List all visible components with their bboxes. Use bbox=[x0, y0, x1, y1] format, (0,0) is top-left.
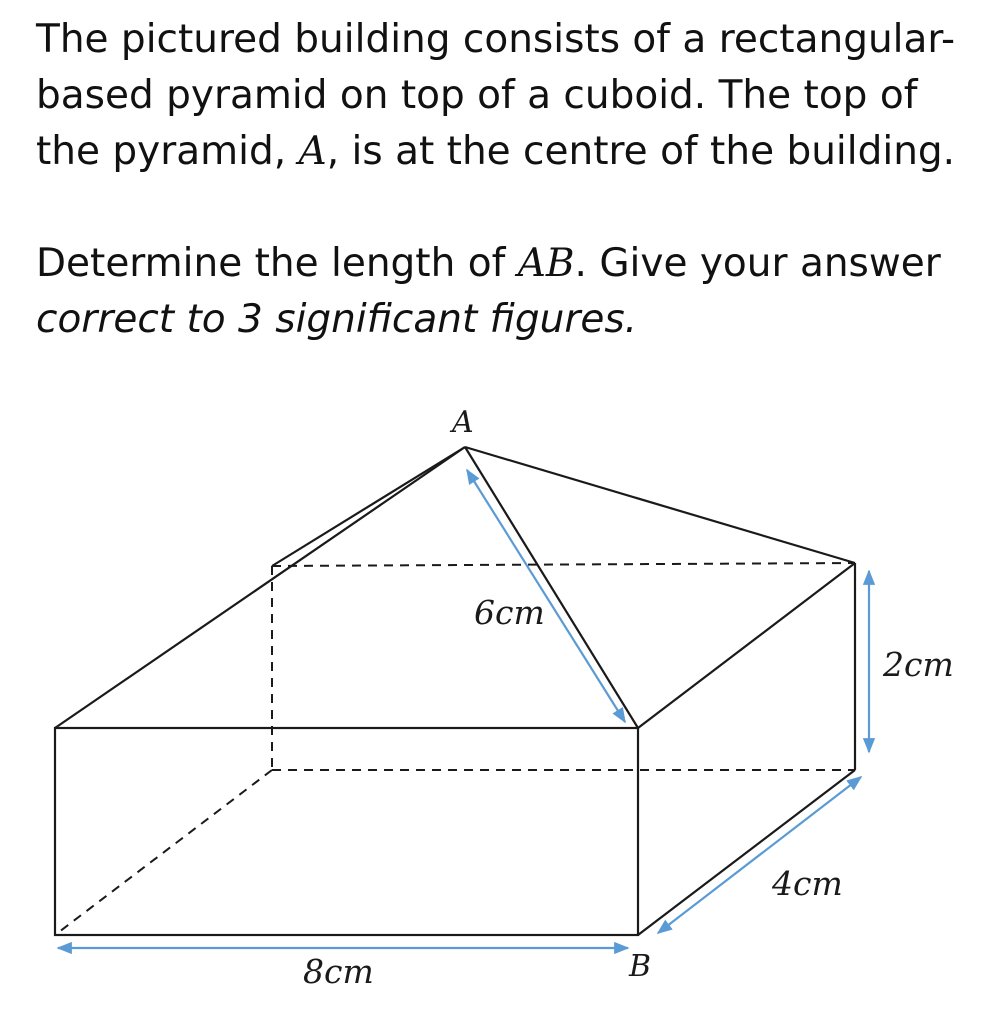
question-line4-start: Determine the length of bbox=[36, 241, 518, 286]
point-b-label: B bbox=[629, 949, 652, 984]
pyramid-edge-back-right bbox=[465, 447, 855, 563]
question-line2: based pyramid on top of a cuboid. The top of bbox=[36, 73, 918, 118]
point-a-label: A bbox=[452, 405, 474, 440]
pyramid-edge-front-left bbox=[55, 447, 465, 728]
cuboid-bottom-right-edge bbox=[638, 770, 855, 935]
cuboid-edges bbox=[55, 563, 855, 935]
slant-length-label: 6cm bbox=[474, 593, 545, 632]
pyramid-edges bbox=[55, 447, 855, 728]
hidden-edge-bottom-left bbox=[55, 770, 272, 935]
dimension-arrows bbox=[58, 470, 869, 948]
pyramid-edge-front-right bbox=[465, 447, 638, 728]
question-line3-end: , is at the centre of the building. bbox=[326, 129, 956, 174]
cuboid-front-face bbox=[55, 728, 638, 935]
question-line1: The pictured building consists of a rectangular- bbox=[36, 17, 956, 62]
variable-ab: AB bbox=[517, 241, 575, 286]
height-label: 2cm bbox=[883, 645, 954, 684]
question-line4-end: . Give your answer bbox=[574, 241, 941, 286]
hidden-edge-top-back bbox=[272, 563, 855, 566]
depth-dimension-arrow bbox=[658, 777, 861, 933]
width-label: 8cm bbox=[303, 952, 374, 991]
question-line3-start: the pyramid, bbox=[36, 129, 299, 174]
variable-a: A bbox=[298, 129, 327, 174]
depth-label: 4cm bbox=[772, 864, 843, 903]
hidden-edges bbox=[55, 563, 855, 935]
question-line5: correct to 3 significant figures. bbox=[36, 297, 638, 342]
cuboid-top-right-edge bbox=[638, 563, 855, 728]
pyramid-edge-back-left bbox=[272, 447, 465, 566]
